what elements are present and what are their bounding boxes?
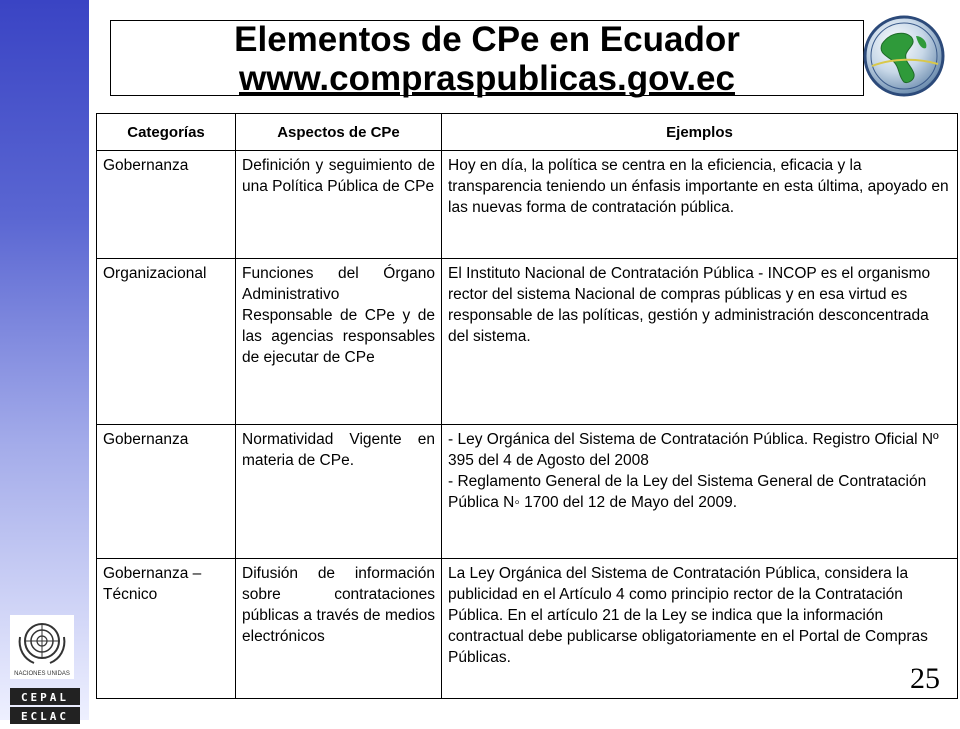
page-number: 25	[910, 662, 940, 695]
slide-url[interactable]: www.compraspublicas.gov.ec	[239, 59, 735, 98]
header-ejemplos: Ejemplos	[442, 114, 958, 151]
title-box	[110, 20, 864, 96]
cell-aspecto	[236, 259, 442, 425]
cpe-elements-table	[96, 113, 958, 699]
cell-aspecto	[236, 559, 442, 699]
cell-categoria	[97, 151, 236, 259]
organization-logos	[10, 615, 80, 729]
categoria-text: Gobernanza	[103, 157, 189, 174]
categoria-text: Gobernanza	[103, 431, 189, 448]
ejemplo-text: - Ley Orgánica del Sistema de Contratación Pública. Registro Oficial Nº 395 del 4 de Agosto del 2008 - Reglamento General de la Ley del Sistema General de Contratación Pública N◦ 1700 del 12 de Mayo del 2009.	[448, 431, 939, 511]
cell-ejemplo	[442, 151, 958, 259]
header-categorias: Categorías	[97, 114, 236, 151]
header-aspectos: Aspectos de CPe	[236, 114, 442, 151]
table-row	[97, 259, 958, 425]
aspecto-text: Normatividad Vigente en materia de CPe.	[242, 431, 435, 469]
ejemplo-text: La Ley Orgánica del Sistema de Contratación Pública, considera la publicidad en el Artículo 4 como principio rector de la Contratación Pública. En el artículo 21 de la Ley se indica que la información contractual debe publicarse obligatoriamente en el Portal de Compras Públicas.	[448, 565, 928, 666]
eclac-label: ECLAC	[20, 710, 70, 723]
un-emblem-icon	[10, 615, 74, 679]
cell-ejemplo	[442, 425, 958, 559]
aspecto-text: Definición y seguimiento de una Política Pública de CPe	[242, 157, 435, 195]
cepal-eclac-logo-icon	[10, 688, 80, 724]
cell-categoria	[97, 259, 236, 425]
table-row	[97, 425, 958, 559]
globe-logo-icon	[862, 14, 946, 98]
cell-ejemplo	[442, 259, 958, 425]
cell-categoria	[97, 425, 236, 559]
un-logo-label: NACIONES UNIDAS	[14, 671, 70, 677]
cell-aspecto	[236, 151, 442, 259]
ejemplo-text: El Instituto Nacional de Contratación Pública - INCOP es el organismo rector del sistema Nacional de compras públicas y en esa virtud es responsable de las políticas, gestión y administración desconcentrada del sistema.	[448, 265, 931, 345]
table-row	[97, 559, 958, 699]
slide-sidebar	[0, 0, 89, 720]
aspecto-text: Funciones del Órgano Administrativo Responsable de CPe y de las agencias responsables de ejecutar de CPe	[242, 265, 435, 366]
cell-ejemplo	[442, 559, 958, 699]
ejemplo-text: Hoy en día, la política se centra en la eficiencia, eficacia y la transparencia teniendo un énfasis importante en esta última, apoyado en las nuevas forma de contratación pública.	[448, 157, 949, 216]
categoria-text: Organizacional	[103, 265, 207, 282]
cell-categoria	[97, 559, 236, 699]
aspecto-text: Difusión de información sobre contrataciones públicas a través de medios electrónicos	[242, 565, 435, 645]
table-row	[97, 151, 958, 259]
cepal-label: CEPAL	[20, 691, 70, 704]
table-header-row	[97, 114, 958, 151]
cell-aspecto	[236, 425, 442, 559]
slide-title: Elementos de CPe en Ecuador	[234, 20, 740, 59]
categoria-text: Gobernanza – Técnico	[103, 565, 202, 603]
